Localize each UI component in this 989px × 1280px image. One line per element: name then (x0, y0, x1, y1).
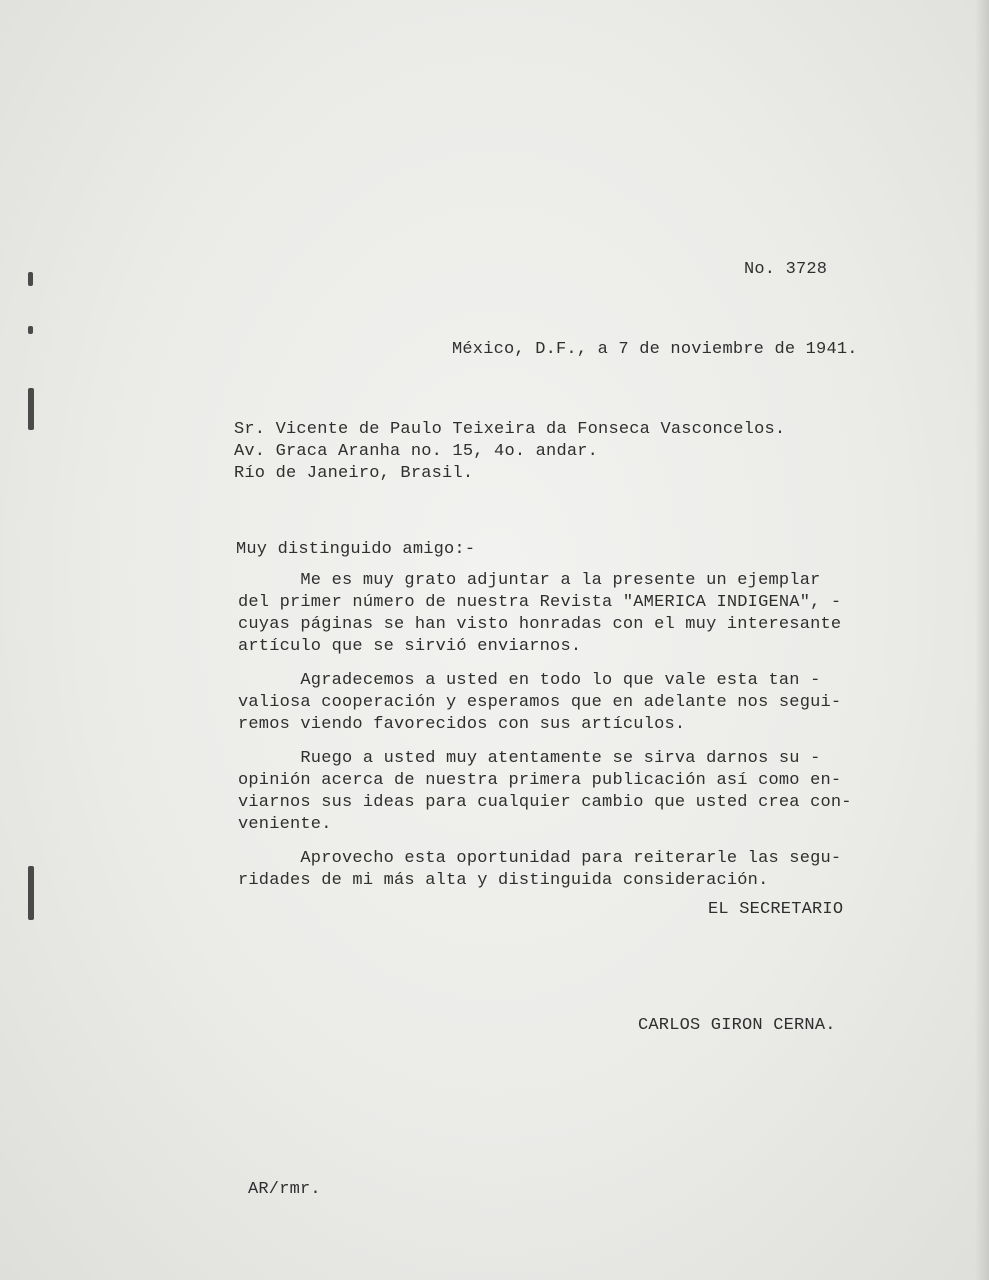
paragraph-4-line-2: ridades de mi más alta y distinguida consideración. (238, 871, 769, 890)
paragraph-2-line-1: Agradecemos a usted en todo lo que vale esta tan - (238, 671, 821, 690)
closing-title: EL SECRETARIO (708, 900, 844, 919)
paragraph-3-line-4: veniente. (238, 815, 332, 834)
letter-number: No. 3728 (744, 260, 828, 279)
recipient-name: Sr. Vicente de Paulo Teixeira da Fonseca Vasconcelos. (234, 420, 786, 439)
paragraph-4-line-1: Aprovecho esta oportunidad para reiterarle las segu- (238, 849, 842, 868)
paragraph-3-line-1: Ruego a usted muy atentamente se sirva darnos su - (238, 749, 821, 768)
punch-hole-mark (28, 326, 33, 334)
reference-initials: AR/rmr. (248, 1180, 321, 1199)
salutation: Muy distinguido amigo:- (236, 540, 476, 559)
signatory-name: CARLOS GIRON CERNA. (638, 1016, 836, 1035)
letter-date: México, D.F., a 7 de noviembre de 1941. (452, 340, 858, 359)
paragraph-1-line-4: artículo que se sirvió enviarnos. (238, 637, 582, 656)
paragraph-1-line-3: cuyas páginas se han visto honradas con el muy interesante (238, 615, 842, 634)
punch-hole-mark (28, 272, 33, 286)
paragraph-2-line-3: remos viendo favorecidos con sus artículos. (238, 715, 686, 734)
punch-hole-mark (28, 866, 34, 920)
paragraph-3-line-2: opinión acerca de nuestra primera publicación así como en- (238, 771, 842, 790)
paragraph-2-line-2: valiosa cooperación y esperamos que en adelante nos segui- (238, 693, 842, 712)
recipient-address-line-1: Av. Graca Aranha no. 15, 4o. andar. (234, 442, 599, 461)
paragraph-1-line-2: del primer número de nuestra Revista "AMERICA INDIGENA", - (238, 593, 842, 612)
paragraph-1-line-1: Me es muy grato adjuntar a la presente un ejemplar (238, 571, 821, 590)
paragraph-3-line-3: viarnos sus ideas para cualquier cambio que usted crea con- (238, 793, 852, 812)
page-edge-shadow (975, 0, 989, 1280)
recipient-address-line-2: Río de Janeiro, Brasil. (234, 464, 474, 483)
punch-hole-mark (28, 388, 34, 430)
